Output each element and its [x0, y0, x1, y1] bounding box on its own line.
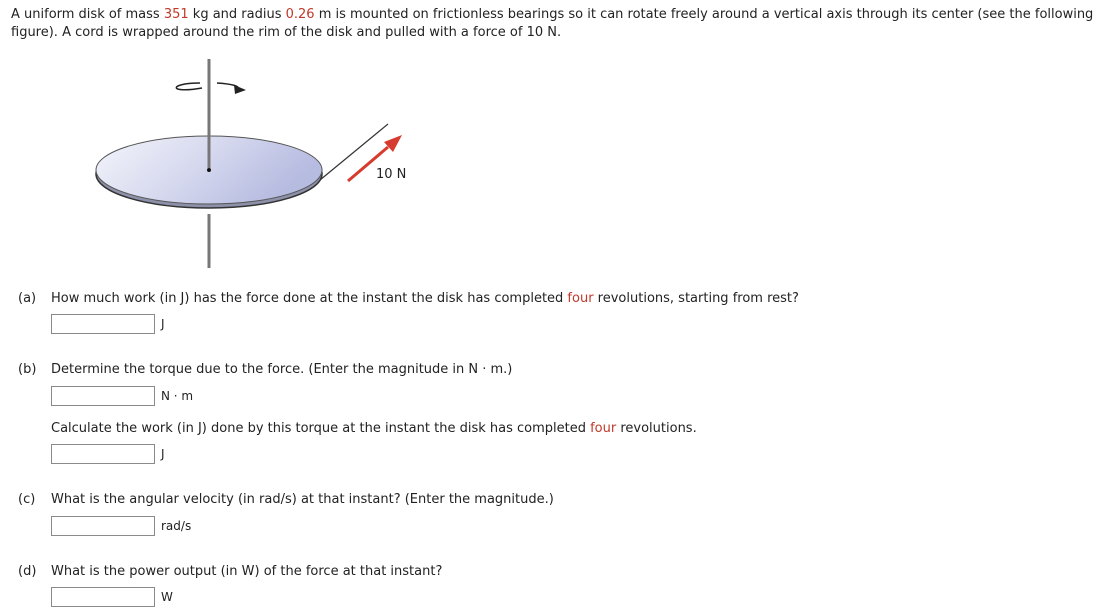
intro-text-1: A uniform disk of mass — [11, 7, 164, 22]
question-b-followup — [51, 420, 697, 438]
rotation-arrowhead — [234, 85, 246, 94]
axle-center — [207, 168, 211, 172]
answer-a-unit: J — [154, 314, 165, 334]
question-c-text: What is the angular velocity (in rad/s) at that instant? (Enter the magnitude.) — [51, 492, 554, 507]
answer-c-unit: rad/s — [154, 516, 191, 536]
intro-text-3: m is mounted on frictionless bearings so it can rotate freely around a vertical axis through its center (see the following figure). A cord is wrapped around the rim of the disk and pulled with a force of 10 N. — [11, 7, 1094, 40]
question-a-highlight: four — [567, 291, 594, 306]
question-a-text-2: revolutions, starting from rest? — [593, 291, 799, 306]
question-c — [18, 491, 554, 509]
answer-b-unit: N · m — [154, 386, 193, 406]
question-c-label: (c) — [18, 492, 36, 507]
intro-text-2: kg and radius — [188, 7, 286, 22]
question-d-text: What is the power output (in W) of the force at that instant? — [51, 564, 443, 579]
question-b-label: (b) — [18, 362, 37, 377]
question-a-label: (a) — [18, 291, 37, 306]
question-a-text-1: How much work (in J) has the force done at the instant the disk has completed — [51, 291, 568, 306]
disk-figure — [86, 54, 426, 272]
question-b-followup-text-2: revolutions. — [616, 421, 697, 436]
question-b-followup-highlight: four — [590, 421, 617, 436]
problem-statement — [11, 6, 1106, 42]
question-b-text: Determine the torque due to the force. (Enter the magnitude in N · m.) — [51, 362, 513, 377]
rotation-arrow-icon — [176, 83, 202, 90]
question-d — [18, 563, 442, 581]
mass-value: 351 — [163, 7, 189, 22]
question-d-label: (d) — [18, 564, 37, 579]
answer-b-followup-unit: J — [154, 444, 165, 464]
answer-c-input[interactable] — [51, 516, 155, 536]
answer-b-input[interactable] — [51, 386, 155, 406]
answer-a-input[interactable] — [51, 314, 155, 334]
question-b-followup-text-1: Calculate the work (in J) done by this torque at the instant the disk has completed — [51, 421, 591, 436]
answer-b-followup-input[interactable] — [51, 444, 155, 464]
answer-d-unit: W — [154, 587, 173, 607]
force-label: 10 N — [376, 167, 407, 182]
radius-value: 0.26 — [285, 7, 315, 22]
question-a — [18, 290, 799, 308]
answer-d-input[interactable] — [51, 587, 155, 607]
question-b — [18, 361, 512, 379]
